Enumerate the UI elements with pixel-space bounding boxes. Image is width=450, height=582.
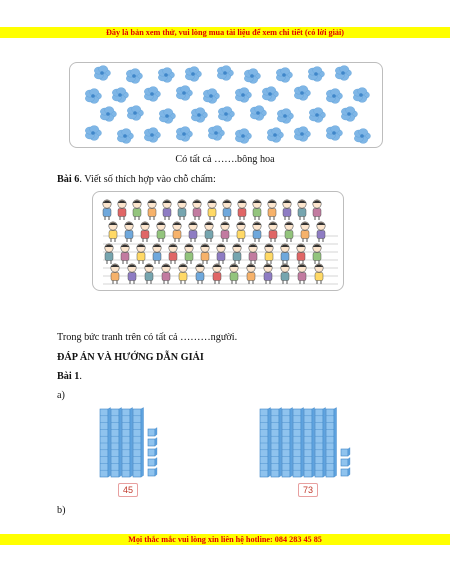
child-figure bbox=[313, 244, 321, 264]
flower-icon bbox=[353, 88, 369, 103]
flower-icon bbox=[159, 109, 175, 124]
child-figure bbox=[148, 200, 156, 220]
child-figure bbox=[269, 222, 277, 242]
child-figure bbox=[230, 264, 238, 284]
child-figure bbox=[137, 244, 145, 264]
unit-cube bbox=[148, 468, 157, 477]
flower-icon bbox=[309, 108, 325, 123]
child-figure bbox=[285, 222, 293, 242]
flower-icon bbox=[126, 69, 142, 84]
flower-icon bbox=[276, 68, 292, 83]
flower-icon bbox=[217, 66, 233, 81]
child-figure bbox=[157, 222, 165, 242]
unit-cube bbox=[148, 458, 157, 467]
child-figure bbox=[125, 222, 133, 242]
blocks-group-1 bbox=[98, 407, 168, 479]
part-b-label: b) bbox=[57, 505, 66, 516]
ten-rod bbox=[133, 408, 144, 478]
flower-icon bbox=[294, 127, 310, 142]
blocks-value-2: 73 bbox=[298, 483, 318, 497]
child-figure bbox=[247, 264, 255, 284]
child-figure bbox=[169, 244, 177, 264]
child-figure bbox=[196, 264, 204, 284]
flower-icon bbox=[250, 106, 266, 121]
child-figure bbox=[118, 200, 126, 220]
flower-icon bbox=[176, 86, 192, 101]
child-figure bbox=[121, 244, 129, 264]
child-figure bbox=[201, 244, 209, 264]
exercise-1-suffix: . bbox=[79, 371, 82, 382]
flower-icon bbox=[218, 107, 234, 122]
flower-icon bbox=[85, 126, 101, 141]
child-figure bbox=[189, 222, 197, 242]
hotline-banner-text: Mọi thắc mắc vui lòng xin liên hệ hotline: 084 283 45 85 bbox=[128, 535, 322, 544]
ten-rod bbox=[122, 408, 133, 478]
ten-rod bbox=[326, 408, 337, 478]
flower-caption: Có tất cả …….bông hoa bbox=[175, 154, 275, 165]
child-figure bbox=[103, 200, 111, 220]
flower-icon bbox=[94, 66, 110, 81]
flower-icon bbox=[144, 128, 160, 143]
child-figure bbox=[162, 264, 170, 284]
child-figure bbox=[268, 200, 276, 220]
child-figure bbox=[213, 264, 221, 284]
flower-picture bbox=[69, 62, 383, 148]
flower-icon bbox=[235, 129, 251, 144]
child-figure bbox=[128, 264, 136, 284]
flower-icon bbox=[235, 88, 251, 103]
ten-rod bbox=[304, 408, 315, 478]
flower-icon bbox=[185, 67, 201, 82]
child-figure bbox=[111, 264, 119, 284]
hotline-banner bbox=[0, 534, 450, 545]
child-figure bbox=[233, 244, 241, 264]
exercise-1-label: Bài 1 bbox=[57, 371, 80, 382]
ten-rod bbox=[282, 408, 293, 478]
unit-cube bbox=[148, 448, 157, 457]
child-figure bbox=[281, 244, 289, 264]
preview-banner-text: Đây là bản xem thử, vui lòng mua tài liệu để xem chi tiết (có lời giải) bbox=[105, 28, 344, 37]
child-figure bbox=[141, 222, 149, 242]
unit-cube bbox=[341, 458, 350, 467]
exercise-1-line bbox=[57, 370, 82, 383]
flower-icon bbox=[85, 89, 101, 104]
people-picture bbox=[92, 191, 344, 291]
flower-icon bbox=[335, 66, 351, 81]
child-figure bbox=[253, 200, 261, 220]
child-figure bbox=[301, 222, 309, 242]
flower-icon bbox=[158, 68, 174, 83]
blocks-group-2 bbox=[258, 407, 368, 479]
child-figure bbox=[145, 264, 153, 284]
unit-cube bbox=[341, 448, 350, 457]
flower-icon bbox=[117, 129, 133, 144]
child-figure bbox=[317, 222, 325, 242]
child-figure bbox=[185, 244, 193, 264]
blocks-value-1: 45 bbox=[118, 483, 138, 497]
preview-banner bbox=[0, 27, 450, 38]
child-figure bbox=[163, 200, 171, 220]
child-figure bbox=[133, 200, 141, 220]
ten-rod bbox=[100, 408, 111, 478]
flower-icon bbox=[326, 89, 342, 104]
child-figure bbox=[313, 200, 321, 220]
child-figure bbox=[208, 200, 216, 220]
flower-icon bbox=[354, 129, 370, 144]
ten-rod bbox=[293, 408, 304, 478]
flower-icon bbox=[267, 128, 283, 143]
child-figure bbox=[253, 222, 261, 242]
child-figure bbox=[193, 200, 201, 220]
child-figure bbox=[315, 264, 323, 284]
flower-icon bbox=[208, 126, 224, 141]
flower-icon bbox=[294, 86, 310, 101]
child-figure bbox=[109, 222, 117, 242]
flower-icon bbox=[100, 107, 116, 122]
child-figure bbox=[105, 244, 113, 264]
ten-rod bbox=[260, 408, 271, 478]
exercise-6-text: . Viết số thích hợp vào chỗ chấm: bbox=[79, 174, 216, 185]
ten-rod bbox=[315, 408, 326, 478]
flower-icon bbox=[191, 108, 207, 123]
ten-rod bbox=[111, 408, 122, 478]
flower-icon bbox=[262, 87, 278, 102]
unit-cube bbox=[341, 468, 350, 477]
unit-cube bbox=[148, 428, 157, 437]
child-figure bbox=[153, 244, 161, 264]
unit-cube bbox=[148, 438, 157, 447]
child-figure bbox=[298, 200, 306, 220]
child-figure bbox=[217, 244, 225, 264]
ten-rod bbox=[271, 408, 282, 478]
child-figure bbox=[283, 200, 291, 220]
child-figure bbox=[173, 222, 181, 242]
exercise-6-label: Bài 6 bbox=[57, 174, 80, 185]
flower-illustration bbox=[70, 63, 382, 147]
child-figure bbox=[237, 222, 245, 242]
flower-icon bbox=[326, 126, 342, 141]
child-figure bbox=[298, 264, 306, 284]
flower-icon bbox=[341, 107, 357, 122]
flower-icon bbox=[308, 67, 324, 82]
exercise-6-line bbox=[57, 173, 216, 186]
people-illustration bbox=[93, 192, 343, 290]
child-figure bbox=[297, 244, 305, 264]
child-figure bbox=[238, 200, 246, 220]
flower-icon bbox=[127, 106, 143, 121]
people-caption: Trong bức tranh trên có tất cả ………người. bbox=[57, 332, 238, 343]
flower-icon bbox=[144, 87, 160, 102]
child-figure bbox=[178, 200, 186, 220]
answers-heading: ĐÁP ÁN VÀ HƯỚNG DẪN GIẢI bbox=[57, 352, 204, 363]
flower-icon bbox=[112, 88, 128, 103]
child-figure bbox=[249, 244, 257, 264]
flower-icon bbox=[203, 89, 219, 104]
child-figure bbox=[281, 264, 289, 284]
child-figure bbox=[179, 264, 187, 284]
flower-icon bbox=[244, 69, 260, 84]
child-figure bbox=[265, 244, 273, 264]
child-figure bbox=[223, 200, 231, 220]
child-figure bbox=[221, 222, 229, 242]
flower-icon bbox=[176, 127, 192, 142]
child-figure bbox=[205, 222, 213, 242]
part-a-label: a) bbox=[57, 390, 65, 401]
child-figure bbox=[264, 264, 272, 284]
flower-icon bbox=[277, 109, 293, 124]
